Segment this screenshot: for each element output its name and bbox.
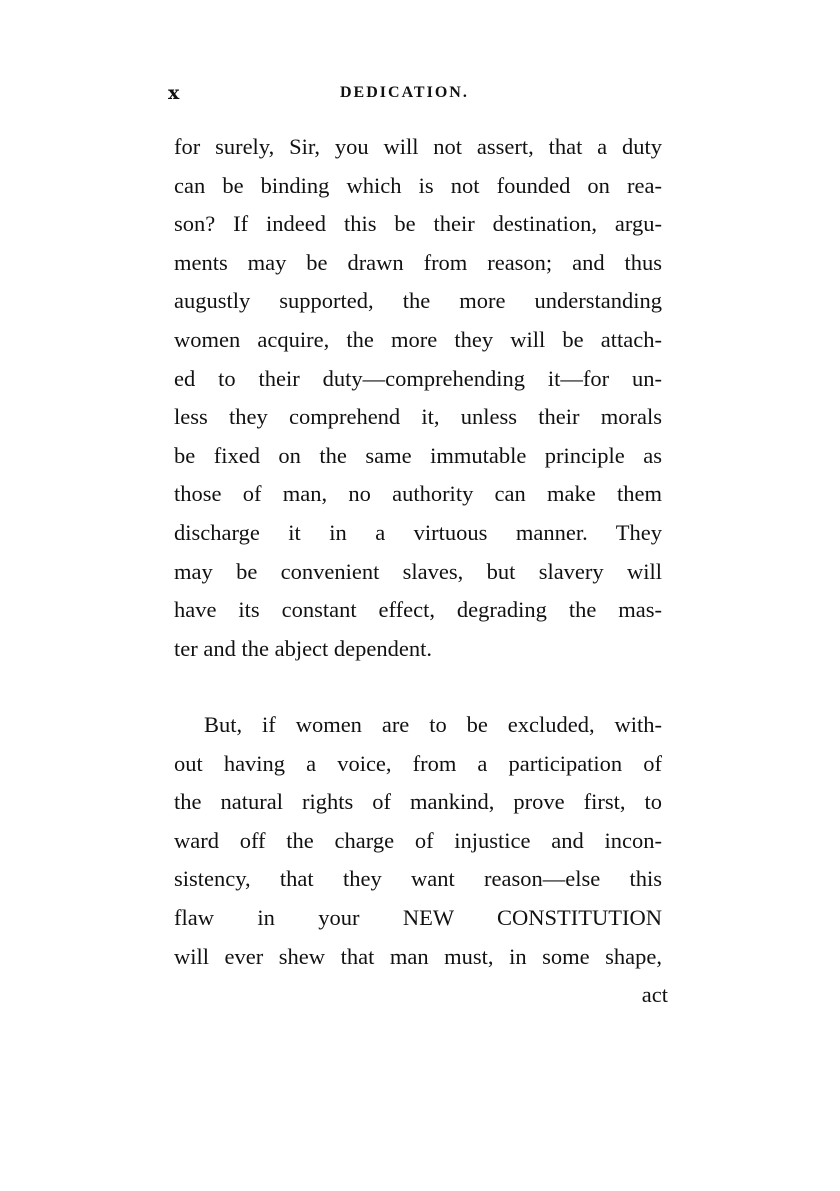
- text-line: ter and the abject dependent.: [174, 635, 433, 661]
- text-line: But, if women are to be excluded, with-: [204, 712, 662, 737]
- text-line: can be binding which is not founded on rea-: [174, 172, 662, 198]
- catchword: act: [641, 982, 668, 1007]
- text-line: have its constant effect, degrading the mas-: [174, 597, 662, 623]
- paragraph-2: [174, 706, 662, 976]
- page-header: [168, 82, 668, 112]
- text-line: ward off the charge of injustice and incon-: [174, 827, 662, 853]
- page-number: x: [168, 82, 180, 104]
- text-line: those of man, no authority can make them: [174, 481, 662, 507]
- text-line: may be convenient slaves, but slavery will: [174, 558, 662, 584]
- text-line: sistency, that they want reason—else this: [174, 866, 662, 892]
- text-line: out having a voice, from a participation of: [174, 750, 662, 776]
- text-line: ments may be drawn from reason; and thus: [174, 249, 662, 275]
- text-line: ed to their duty—comprehending it—for un-: [174, 365, 662, 391]
- text-line: son? If indeed this be their destination, argu-: [174, 211, 662, 237]
- text-line: augustly supported, the more understanding: [174, 288, 662, 314]
- text-line: for surely, Sir, you will not assert, that a duty: [174, 134, 662, 159]
- running-head: DEDICATION.: [340, 84, 469, 101]
- text-line: women acquire, the more they will be attach-: [174, 326, 662, 352]
- text-line: will ever shew that man must, in some shape,: [174, 943, 662, 969]
- text-line: less they comprehend it, unless their morals: [174, 404, 662, 430]
- paragraph-1: [174, 128, 662, 668]
- text-line: be fixed on the same immutable principle as: [174, 442, 662, 468]
- text-line: flaw in your NEW CONSTITUTION: [174, 904, 662, 930]
- text-line: discharge it in a virtuous manner. They: [174, 519, 662, 545]
- text-line: the natural rights of mankind, prove first, to: [174, 789, 662, 815]
